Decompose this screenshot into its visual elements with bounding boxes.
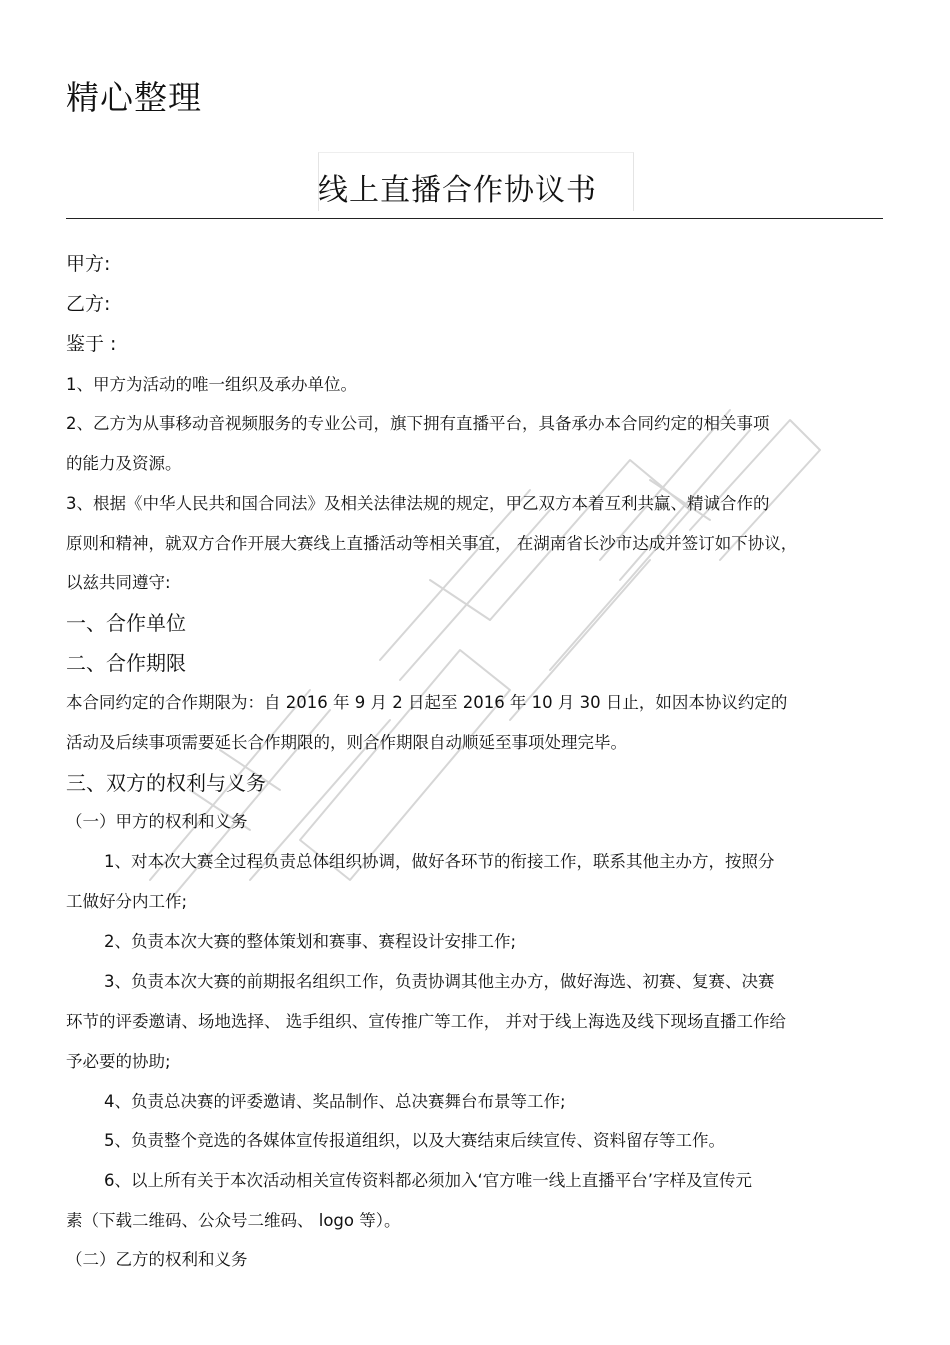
recital-3-line-1: 3、根据《中华人民共和国合同法》及相关法律法规的规定，甲乙双方本着互利共赢、精诚合作的 (66, 494, 770, 513)
section-2-heading: 二、合作期限 (66, 651, 186, 675)
watermark-graphic (130, 360, 830, 920)
recital-3-line-2: 原则和精神，就双方合作开展大赛线上直播活动等相关事宜， 在湖南省长沙市达成并签订如下协议， (66, 534, 798, 553)
recital-2-line-2: 的能力及资源。 (66, 454, 182, 473)
party-a-duty-3-line-3: 予必要的协助; (66, 1052, 171, 1071)
subsection-b-heading: （二）乙方的权利和义务 (66, 1250, 248, 1269)
recital-3-line-3: 以兹共同遵守: (66, 573, 171, 592)
document-title: 线上直播合作协议书 (318, 173, 597, 208)
header-label: 精心整理 (66, 78, 202, 117)
party-a-duty-1-line-1: 1、对本次大赛全过程负责总体组织协调，做好各环节的衔接工作，联系其他主办方，按照分 (104, 852, 775, 871)
term-line-2: 活动及后续事项需要延长合作期限的，则合作期限自动顺延至事项处理完毕。 (66, 733, 627, 752)
recital-1: 1、甲方为活动的唯一组织及承办单位。 (66, 375, 357, 394)
party-a-duty-3-line-2: 环节的评委邀请、场地选择、 选手组织、宣传推广等工作， 并对于线上海选及线下现场直播工作给 (66, 1012, 786, 1031)
party-a-duty-6-line-2: 素（下载二维码、公众号二维码、 logo 等）。 (66, 1211, 401, 1230)
subsection-a-heading: （一）甲方的权利和义务 (66, 812, 248, 831)
party-a-label: 甲方: (66, 253, 111, 275)
section-1-heading: 一、合作单位 (66, 611, 186, 635)
whereas-label: 鉴于 : (66, 333, 117, 355)
party-a-duty-1-line-2: 工做好分内工作; (66, 892, 188, 911)
title-divider (66, 218, 883, 219)
party-a-duty-2: 2、负责本次大赛的整体策划和赛事、赛程设计安排工作; (104, 932, 517, 951)
recital-2-line-1: 2、乙方为从事移动音视频服务的专业公司，旗下拥有直播平台，具备承办本合同约定的相关事项 (66, 414, 770, 433)
party-a-duty-4: 4、负责总决赛的评委邀请、奖品制作、总决赛舞台布景等工作; (104, 1092, 566, 1111)
party-b-label: 乙方: (66, 293, 111, 315)
party-a-duty-5: 5、负责整个竞选的各媒体宣传报道组织，以及大赛结束后续宣传、资料留存等工作。 (104, 1131, 725, 1150)
term-line-1: 本合同约定的合作期限为：自 2016 年 9 月 2 日起至 2016 年 10 月 30 日止，如因本协议约定的 (66, 693, 788, 712)
party-a-duty-3-line-1: 3、负责本次大赛的前期报名组织工作，负责协调其他主办方，做好海选、初赛、复赛、决赛 (104, 972, 775, 991)
party-a-duty-6-line-1: 6、以上所有关于本次活动相关宣传资料都必须加入‘官方唯一线上直播平台’字样及宣传元 (104, 1171, 752, 1190)
section-3-heading: 三、双方的权利与义务 (66, 771, 266, 795)
